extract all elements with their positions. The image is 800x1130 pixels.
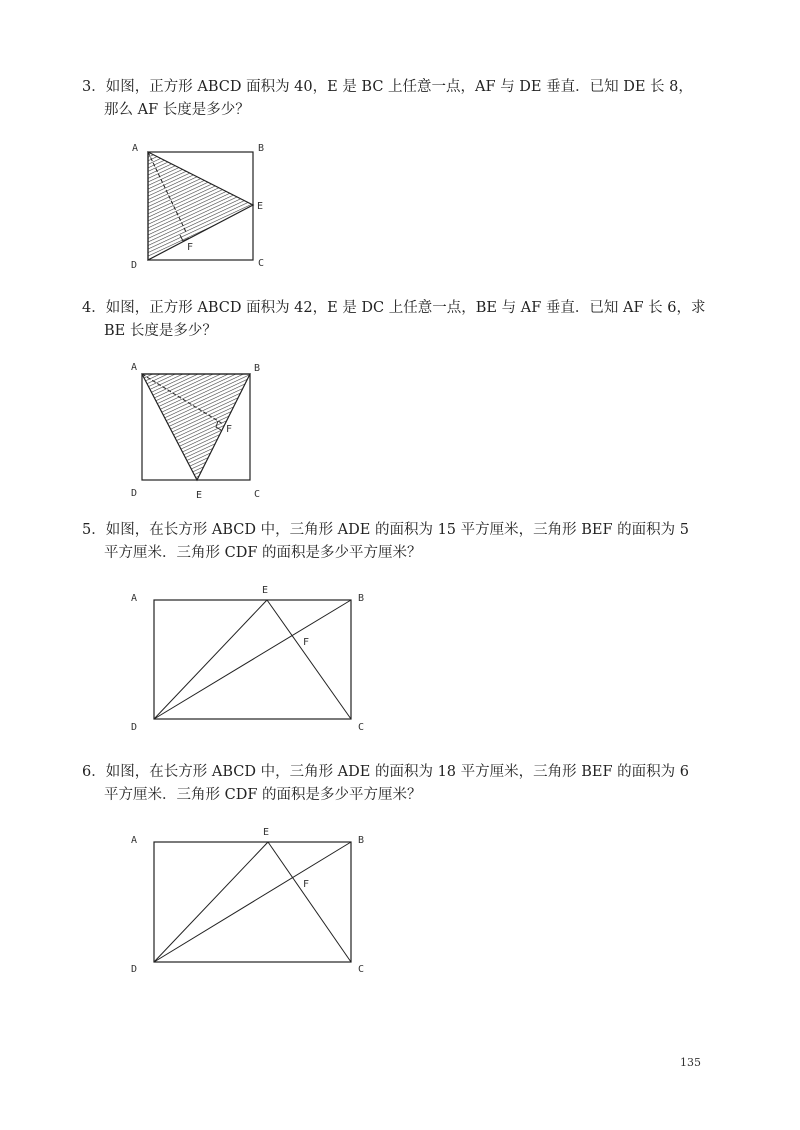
problem-3-text-2: 那么 AF 长度是多少？ (104, 102, 250, 118)
problem-6-number: 6． (82, 764, 106, 780)
figure-4-shaded-triangle (142, 374, 250, 480)
figure-3-label-d: D (131, 260, 138, 271)
figure-3-label-a: A (132, 143, 139, 154)
problem-3-text-1: 如图，正方形 ABCD 面积为 40，E 是 BC 上任意一点，AF 与 DE 垂直．已知 DE 长 8， (105, 79, 693, 95)
problem-5-text-2: 平方厘米．三角形 CDF 的面积是多少平方厘米？ (104, 545, 422, 561)
problem-4-text-2: BE 长度是多少？ (104, 323, 217, 339)
figure-5-label-f: F (303, 637, 310, 648)
figure-4-label-a: A (131, 362, 138, 373)
figure-5-label-a: A (131, 593, 138, 604)
page-number: 135 (680, 1056, 701, 1069)
figure-4-label-f: F (226, 424, 233, 435)
problem-6-text-2: 平方厘米．三角形 CDF 的面积是多少平方厘米？ (104, 787, 422, 803)
figure-3-label-c: C (258, 258, 265, 269)
figure-6-segment-db (154, 842, 351, 962)
figure-4 (131, 362, 260, 501)
figure-5-segment-db (154, 600, 351, 719)
figure-5-label-b: B (358, 593, 365, 604)
figure-6-label-b: B (358, 835, 365, 846)
figure-4-label-c: C (254, 489, 261, 500)
figure-3-label-b: B (258, 143, 265, 154)
figure-3-label-e: E (257, 201, 264, 212)
figure-6-label-f: F (303, 879, 310, 890)
figure-5-label-e: E (262, 585, 269, 596)
figure-6-segment-ec (268, 842, 351, 962)
figure-5-segment-ec (267, 600, 351, 719)
figure-5-label-d: D (131, 722, 138, 733)
figure-5-segment-de (154, 600, 267, 719)
problem-3-number: 3． (82, 79, 106, 95)
figure-6-label-d: D (131, 964, 138, 975)
figure-5 (131, 585, 364, 733)
problem-5-text-1: 如图，在长方形 ABCD 中，三角形 ADE 的面积为 15 平方厘米，三角形 BEF 的面积为 5 (105, 522, 689, 538)
figure-6-label-e: E (263, 827, 270, 838)
figure-5-label-c: C (358, 722, 365, 733)
figure-6 (131, 827, 364, 975)
problem-4-text-1: 如图，正方形 ABCD 面积为 42，E 是 DC 上任意一点，BE 与 AF 垂直．已知 AF 长 6，求 (105, 300, 706, 316)
figure-6-label-c: C (358, 964, 365, 975)
figure-4-label-b: B (254, 363, 261, 374)
problem-4-number: 4． (82, 300, 106, 316)
problem-6-text-1: 如图，在长方形 ABCD 中，三角形 ADE 的面积为 18 平方厘米，三角形 BEF 的面积为 6 (105, 764, 689, 780)
figure-4-label-e: E (196, 490, 203, 501)
problem-5-number: 5． (82, 522, 106, 538)
figure-3 (131, 143, 264, 271)
figure-3-shaded-triangle (148, 152, 253, 260)
figure-3-label-f: F (187, 242, 194, 253)
figure-4-label-d: D (131, 488, 138, 499)
figure-6-label-a: A (131, 835, 138, 846)
figure-6-segment-de (154, 842, 268, 962)
